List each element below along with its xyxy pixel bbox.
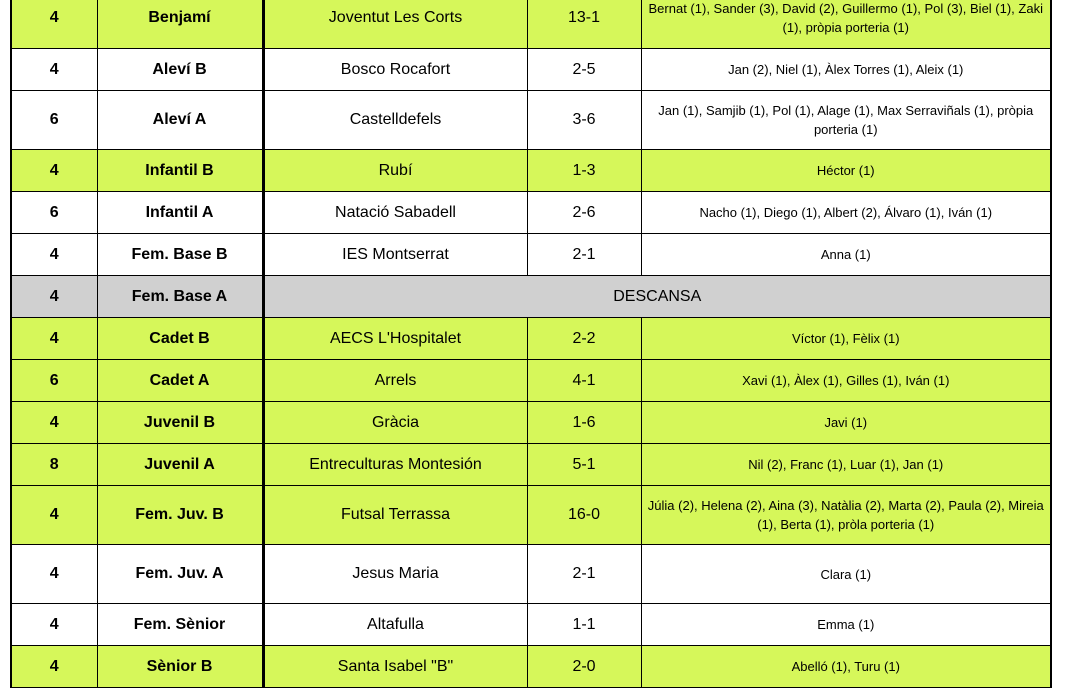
rival-cell: Gràcia: [263, 402, 527, 444]
result-cell: 3-6: [527, 91, 641, 150]
points-cell: 6: [11, 360, 97, 402]
rival-cell: Futsal Terrassa: [263, 486, 527, 545]
rival-cell: Natació Sabadell: [263, 192, 527, 234]
team-cell: Benjamí: [97, 0, 263, 49]
points-cell: 4: [11, 486, 97, 545]
result-cell: 2-1: [527, 234, 641, 276]
table-row: [11, 318, 1051, 360]
result-cell: 2-1: [527, 545, 641, 604]
points-cell: 4: [11, 150, 97, 192]
team-cell: Aleví A: [97, 91, 263, 150]
scorers-cell: Xavi (1), Àlex (1), Gilles (1), Iván (1): [641, 360, 1051, 402]
table-row: [11, 360, 1051, 402]
rival-cell: AECS L'Hospitalet: [263, 318, 527, 360]
team-cell: Sènior B: [97, 646, 263, 688]
points-cell: 4: [11, 545, 97, 604]
table-row: [11, 276, 1051, 318]
rival-cell: Altafulla: [263, 604, 527, 646]
table-row: [11, 91, 1051, 150]
points-cell: 4: [11, 604, 97, 646]
results-table: [10, 0, 1052, 688]
result-cell: 1-1: [527, 604, 641, 646]
team-cell: Fem. Base A: [97, 276, 263, 318]
table-row: [11, 545, 1051, 604]
points-cell: 4: [11, 49, 97, 91]
team-cell: Juvenil A: [97, 444, 263, 486]
result-cell: 4-1: [527, 360, 641, 402]
rival-cell: Santa Isabel "B": [263, 646, 527, 688]
points-cell: 4: [11, 402, 97, 444]
result-cell: 16-0: [527, 486, 641, 545]
table-row: [11, 192, 1051, 234]
points-cell: 6: [11, 91, 97, 150]
scorers-cell: Jan (2), Niel (1), Àlex Torres (1), Aleix (1): [641, 49, 1051, 91]
table-row: [11, 49, 1051, 91]
scorers-cell: Clara (1): [641, 545, 1051, 604]
table-row: [11, 646, 1051, 688]
scorers-cell: Anna (1): [641, 234, 1051, 276]
team-cell: Fem. Base B: [97, 234, 263, 276]
scorers-cell: Jan (1), Samjib (1), Pol (1), Alage (1), Max Serraviñals (1), pròpia porteria (1): [641, 91, 1051, 150]
rival-cell: Arrels: [263, 360, 527, 402]
rival-cell: Rubí: [263, 150, 527, 192]
rival-cell: Castelldefels: [263, 91, 527, 150]
results-table-container: [10, 0, 1050, 688]
scorers-cell: Abelló (1), Turu (1): [641, 646, 1051, 688]
result-cell: 2-2: [527, 318, 641, 360]
team-cell: Cadet A: [97, 360, 263, 402]
result-cell: 1-6: [527, 402, 641, 444]
scorers-cell: Nil (2), Franc (1), Luar (1), Jan (1): [641, 444, 1051, 486]
team-cell: Infantil B: [97, 150, 263, 192]
scorers-cell: Júlia (2), Helena (2), Aina (3), Natàlia (2), Marta (2), Paula (2), Mireia (1), Berta (1), pròla porteria (1): [641, 486, 1051, 545]
result-cell: 2-0: [527, 646, 641, 688]
points-cell: 4: [11, 276, 97, 318]
team-cell: Infantil A: [97, 192, 263, 234]
rival-cell: Joventut Les Corts: [263, 0, 527, 49]
scorers-cell: Nacho (1), Diego (1), Albert (2), Álvaro (1), Iván (1): [641, 192, 1051, 234]
result-cell: 2-5: [527, 49, 641, 91]
result-cell: 5-1: [527, 444, 641, 486]
points-cell: 4: [11, 234, 97, 276]
team-cell: Fem. Juv. B: [97, 486, 263, 545]
results-table-body: [11, 0, 1051, 688]
points-cell: 8: [11, 444, 97, 486]
rival-cell: Bosco Rocafort: [263, 49, 527, 91]
scorers-cell: Víctor (1), Fèlix (1): [641, 318, 1051, 360]
scorers-cell: Emma (1): [641, 604, 1051, 646]
points-cell: 4: [11, 0, 97, 49]
scorers-cell: Héctor (1): [641, 150, 1051, 192]
team-cell: Cadet B: [97, 318, 263, 360]
team-cell: Fem. Juv. A: [97, 545, 263, 604]
result-cell: 2-6: [527, 192, 641, 234]
team-cell: Aleví B: [97, 49, 263, 91]
scorers-cell: Bernat (1), Sander (3), David (2), Guillermo (1), Pol (3), Biel (1), Zaki (1), pròpia porteria (1): [641, 0, 1051, 49]
rival-cell: Entreculturas Montesión: [263, 444, 527, 486]
team-cell: Fem. Sènior: [97, 604, 263, 646]
team-cell: Juvenil B: [97, 402, 263, 444]
table-row: [11, 444, 1051, 486]
table-row: [11, 234, 1051, 276]
rival-cell: IES Montserrat: [263, 234, 527, 276]
table-row: [11, 604, 1051, 646]
points-cell: 6: [11, 192, 97, 234]
table-row: [11, 486, 1051, 545]
rival-cell: Jesus Maria: [263, 545, 527, 604]
result-cell: 1-3: [527, 150, 641, 192]
points-cell: 4: [11, 646, 97, 688]
table-row: [11, 0, 1051, 49]
table-row: [11, 150, 1051, 192]
scorers-cell: Javi (1): [641, 402, 1051, 444]
rest-cell: DESCANSA: [263, 276, 1051, 318]
points-cell: 4: [11, 318, 97, 360]
table-row: [11, 402, 1051, 444]
result-cell: 13-1: [527, 0, 641, 49]
